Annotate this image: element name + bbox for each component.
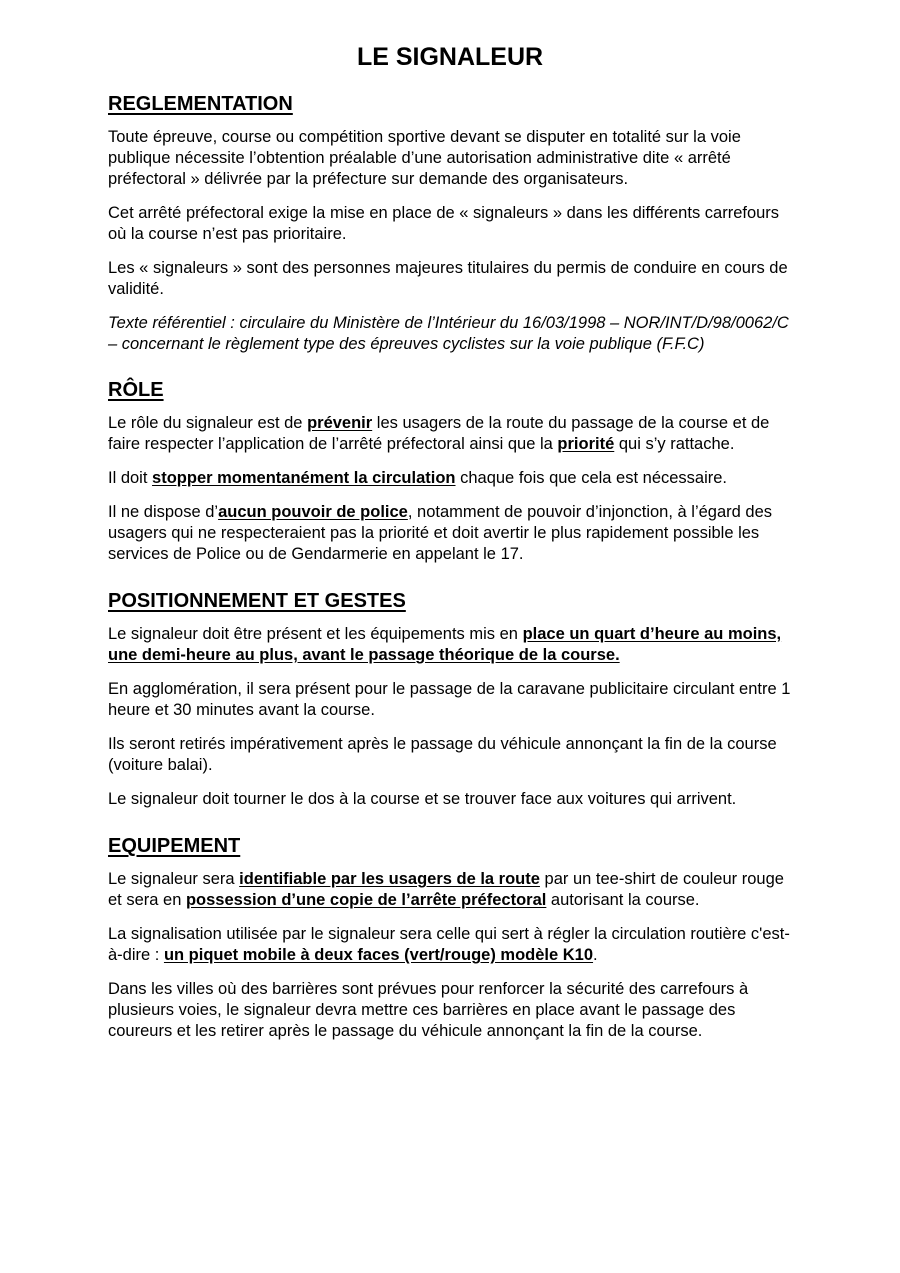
text-run: Il doit bbox=[108, 469, 153, 487]
section-role bbox=[108, 378, 798, 565]
section-heading-equipement: EQUIPEMENT bbox=[108, 835, 241, 857]
section-heading-role: RÔLE bbox=[108, 379, 164, 401]
text-run: les usagers de la route du passage de la course et de faire respecter l’application de l’arrêté préfectoral ainsi que la bbox=[108, 414, 770, 453]
emphasis-text: possession d’une copie de l’arrête préfectoral bbox=[185, 891, 547, 909]
paragraph bbox=[108, 413, 798, 455]
emphasis-text: identifiable par les usagers de la route bbox=[239, 870, 540, 888]
text-run: Il ne dispose d’ bbox=[108, 503, 219, 521]
text-run: , notamment de pouvoir d’injonction, à l’égard des usagers qui ne respecteraient pas la priorité et doit avertir le plus rapidement possible les services de Police ou de Gendarmerie en appelant le 17. bbox=[108, 503, 772, 563]
section-heading-reglementation: REGLEMENTATION bbox=[108, 93, 293, 115]
paragraph: Ils seront retirés impérativement après le passage du véhicule annonçant la fin de la course (voiture balai). bbox=[108, 735, 777, 774]
text-run: par un tee-shirt de couleur rouge et sera en bbox=[108, 870, 784, 909]
text-run: qui s’y rattache. bbox=[614, 435, 735, 453]
section-equipement bbox=[108, 834, 798, 1042]
emphasis-text: place un quart d’heure au moins, une demi-heure au plus, avant le passage théorique de la course. bbox=[108, 625, 782, 664]
paragraph bbox=[108, 468, 798, 489]
text-run: La signalisation utilisée par le signaleur sera celle qui sert à régler la circulation routière c'est-à-dire : bbox=[108, 925, 790, 964]
paragraph bbox=[108, 502, 798, 565]
emphasis-text: priorité bbox=[557, 435, 615, 453]
page-title: LE SIGNALEUR bbox=[356, 43, 544, 71]
text-run: Le rôle du signaleur est de bbox=[108, 414, 308, 432]
paragraph: Les « signaleurs » sont des personnes majeures titulaires du permis de conduire en cours de validité. bbox=[108, 259, 788, 298]
text-run: Le signaleur doit être présent et les équipements mis en bbox=[108, 625, 523, 643]
emphasis-text: stopper momentanément la circulation bbox=[152, 469, 456, 487]
text-run: chaque fois que cela est nécessaire. bbox=[455, 469, 728, 487]
emphasis-text: prévenir bbox=[307, 414, 373, 432]
section-positionnement bbox=[108, 589, 798, 810]
document-page bbox=[108, 42, 798, 1066]
paragraph bbox=[108, 624, 798, 666]
text-run: . bbox=[593, 946, 598, 964]
paragraph bbox=[108, 924, 798, 966]
text-run: autorisant la course. bbox=[546, 891, 700, 909]
paragraph: En agglomération, il sera présent pour le passage de la caravane publicitaire circulant entre 1 heure et 30 minutes avant la course. bbox=[108, 680, 791, 719]
section-heading-positionnement: POSITIONNEMENT ET GESTES bbox=[108, 590, 406, 612]
paragraph bbox=[108, 869, 798, 911]
emphasis-text: aucun pouvoir de police bbox=[218, 503, 408, 521]
reference-text: Texte référentiel : circulaire du Ministère de l’Intérieur du 16/03/1998 – NOR/INT/D/98/0062/C – concernant le règlement type des épreuves cyclistes sur la voie publique (F.F.C) bbox=[108, 314, 789, 353]
paragraph: Le signaleur doit tourner le dos à la course et se trouver face aux voitures qui arrivent. bbox=[108, 790, 737, 808]
paragraph: Dans les villes où des barrières sont prévues pour renforcer la sécurité des carrefours à plusieurs voies, le signaleur devra mettre ces barrières en place avant le passage des coureurs et les retirer après le passage du véhicule annonçant la fin de la course. bbox=[108, 980, 749, 1040]
paragraph: Cet arrêté préfectoral exige la mise en place de « signaleurs » dans les différents carrefours où la course n’est pas prioritaire. bbox=[108, 204, 780, 243]
emphasis-text: un piquet mobile à deux faces (vert/rouge) modèle K10 bbox=[163, 946, 594, 964]
text-run: Le signaleur sera bbox=[108, 870, 240, 888]
paragraph: Toute épreuve, course ou compétition sportive devant se disputer en totalité sur la voie publique nécessite l’obtention préalable d’une autorisation administrative dite « arrêté préfectoral » délivrée par la préfecture sur demande des organisateurs. bbox=[108, 128, 741, 188]
section-reglementation bbox=[108, 92, 798, 355]
